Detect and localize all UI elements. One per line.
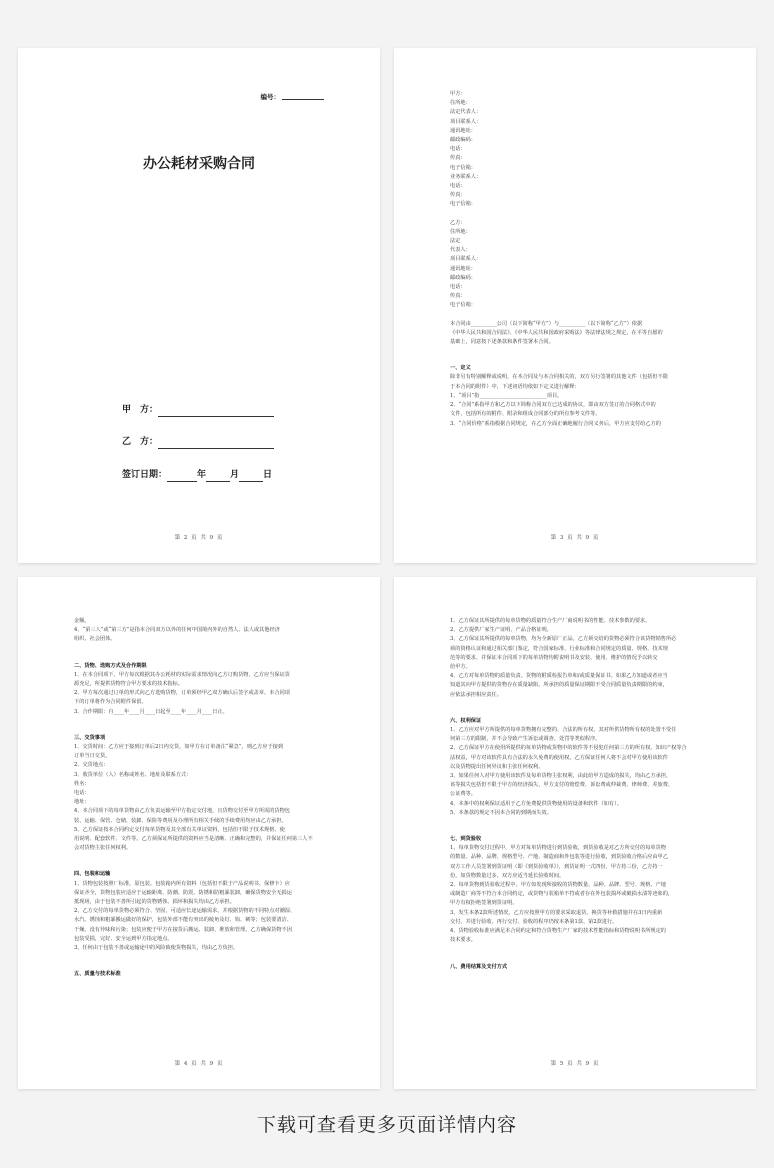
text-line: 电子信箱： [450,302,476,309]
text-line: 组织、社会团体。 [74,636,116,643]
blank-line [74,645,326,654]
text-line: 甲方： [450,91,466,97]
text-line: 5、乙方保证按本合同约定交付每单货物及其全部有关单证资料，包括但不限于技术规格、使 [74,826,285,833]
section-heading: 八、费用结算及支付方式 [450,963,508,970]
text-line: 3、任何由于包装不善或运输途中的风险致使货物损失，均由乙方负担。 [74,945,239,952]
text-line: 抵现场，由于包装不善所引起的货物锈蚀、损坏和损失均由乙方承担。 [74,899,235,906]
party-a-blank [158,406,274,417]
blank-line [74,853,326,862]
text-line: 订单当日交货。 [74,753,111,760]
text-line: 传真： [450,155,466,162]
party-a-signature: 甲 方： [122,402,274,417]
text-line: 2、乙方提供厂家生产证明、产品合格证明。 [450,627,552,634]
text-line: 2、交货地点： [74,762,109,769]
text-line: 电话： [450,284,466,291]
text-line: 乙方： [450,219,466,226]
text-line: 1、货物包装按照厂标准，原包装。包装箱内所有资料（包括但不限于产品说明书、保修卡）应 [74,880,290,887]
blank-line [450,946,702,955]
text-line: 的数量、品种、品牌、规格型号、产地、制造商和外包装等进行验收，到货验收合格后应由甲乙 [450,854,668,861]
text-line: 1、乙方保证其所提供的每单货物的质量符合生产厂商说明书的性能、技术参数的要求。 [450,618,651,624]
cover-page [18,48,380,563]
text-line: 技术要求。 [450,937,476,944]
text-line: 2、每单货物到货验收过程中，甲方如发现所接收的货物数量、品种、品牌、型号、规格、产地 [450,882,666,889]
text-line: 通讯地址： [450,127,476,134]
page-body [74,617,326,980]
text-line: 会对货物主张任何权利。 [74,845,132,852]
text-line: 文件，包括所有的附件、附录和组成合同部分的所有参考文件等。 [450,411,601,418]
text-line: 用说明、配套软件、文件等。乙方须保证所提供的资料应当是清晰、正确和完整的，并保证任何第三人不 [74,836,313,843]
text-line: 电子信箱： [450,164,476,171]
text-line: 1、乙方应对甲方所提供的每单货物拥有完整的、合法的所有权，其对所供货物所有权的处置不受任 [450,727,677,734]
party-b-signature: 乙 方： [122,434,274,449]
text-line: 除非另有特别解释或说明，在本合同及与本合同相关的，双方另行签署的其他文件（包括但不限 [450,374,668,381]
text-line: 1、每单货物交付过程中，甲方对每单货物进行到货验收，到货验收是对乙方所交付的每单货物 [450,845,666,852]
text-line: 传真： [450,293,466,300]
text-line: 电话： [74,790,90,797]
text-line: 2、乙方保证甲方在使用所提供的每单货物或货物中的软件等不侵犯任何第三方的所有权、知识产权等合 [450,745,687,752]
blank-line [450,818,702,827]
contract-page-3 [394,48,756,563]
text-line: 4、“第三人”或“第三方”是指本合同双方以外的任何中国境内外的自然人、法人或其他经济 [74,627,280,634]
text-line: 电话： [450,146,466,153]
text-line: 3、发生本条2款所述情况，乙方应按照甲方的要求采取退货、换货等补救措施并在3日内重新 [450,909,663,916]
text-line: 知道其向甲方提供的货物存在质量缺陷，所承担的质量保证期限不受合同质量负责期限的约束， [450,682,668,689]
text-line: 金额。 [74,618,90,624]
page-footer: 第 2 页 共 9 页 [174,535,224,541]
page-body [450,90,702,429]
text-line: 3、收货单位（人）名称或姓名、地址及联系方式： [74,771,192,778]
section-heading: 四、包装和运输 [74,871,111,878]
text-line: 邮政编码： [450,274,476,281]
text-line: 地址： [74,799,90,806]
contract-number: 编号： [261,92,325,101]
text-line: 3、乙方保证其所提供的每单货物，均为全新原厂正品。乙方须交给的货物必须符合该货物销售所必 [450,636,677,643]
text-line: 干燥，没有异味和污染；包装应便于甲方在接货后搬运、装卸、堆放和管理。乙方确保货物不因 [74,926,292,933]
section-heading: 七、到货验收 [450,836,482,843]
text-line: 1、在本合同项下，甲方每次根据其办公耗材的实际需求情况向乙方订购货物，乙方应当保证货 [74,671,290,678]
text-line: 2、“合同”系指甲方和乙方以下简称合同双方已达成的协议，即由双方签订的合同格式中的 [450,402,656,409]
text-line: 份。如货物数量过多，双方应适当延长验收时间。 [450,872,565,879]
text-line: 通讯地址： [450,265,476,272]
text-line: 代表人： [450,247,471,254]
text-line: 传真： [450,192,466,199]
party-b-blank [158,438,274,449]
text-line: 3、合作期限：自____年____月____日起至____年____月____日止。 [74,708,228,715]
text-line: 4、本合同项下的每单货物由乙方负责运输至甲方指定交付地，且货物交付至甲方所需的货物包 [74,808,290,815]
text-line: 何第三方的限制，并不会导致产生诉讼或调查、处罚等类似程序。 [450,736,601,743]
text-line: 保证齐全，货物包装应适应于运输距离、防潮、防震、防锈和防粗暴装卸，确保货物安全无损运 [74,889,292,896]
blank-line [74,953,326,962]
page-footer: 第 5 页 共 9 页 [550,1061,600,1067]
text-line: 范等的要求，并保证本合同项下的每单货物均附说明书及安装、使用、维护的情况予以转交 [450,654,658,661]
text-line: 法权益，甲方对该软件具有合法的永久免费的使用权，乙方保证任何人将不会对甲方使用该软件 [450,754,668,761]
text-line: 2、乙方交付的每单货物必须符合、坚固，可适应长途运输需求，并根据货物的不同特点对潮湿、 [74,908,296,915]
text-line: 装、运输、保管、仓储、装卸、保险等费用及办理所有相关手续的手续费用均应由乙方承担。 [74,817,287,824]
text-line: 本合同由__________公司（以下简称“甲方”）与__________（以下简称“乙方”）依据 [450,320,643,327]
blank-line [74,717,326,726]
text-line: 法定 [450,238,461,245]
text-line: 4、乙方对每单货物的质量负责。货物的附质检报告单和/或质量保证书。如果乙方知道或者应当 [450,673,668,680]
text-line: 基础上，同意按下述条款和条件签署本合同。 [450,339,554,346]
text-line: 3、“合同价格”系指根据合同规定，在乙方全面正确地履行合同义务后，甲方应支付给乙方的 [450,420,661,427]
text-line: 邮政编码： [450,137,476,144]
text-line: 水汽、锈蚀和粗暴搬运做好的保护，包装外部不能有突出的棱角及钉、钩、刺等；包装要清洁、 [74,917,292,924]
text-line: 1、“项目”指__________________________项目。 [450,392,563,399]
text-line: 源充足，所提供货物符合甲方要求的技术指标。 [74,681,183,688]
text-line: 包装受损，完好、安全运到甲方指定地点。 [74,935,173,942]
blank-line [450,311,702,320]
text-line: 4、货物验收标准应满足本合同约定和符合货物生产厂家的技术性能指标和货物说明书所规定的 [450,928,666,935]
page-footer: 第 4 页 共 9 页 [174,1061,224,1067]
text-line: 下的订单将作为合同附件保留。 [74,699,147,706]
text-line: 以及货物提出任何异议和主张任何权利。 [450,763,544,770]
text-line: 公证费等。 [450,791,476,798]
text-line: 住所地： [450,100,471,107]
section-heading: 五、质量与技术标准 [74,971,121,978]
download-caption: 下载可查看更多页面详情内容 [256,1114,517,1136]
text-line: 交付，并进行验收，再行交付、验收的程序仍按本条第1款、第2款进行。 [450,918,618,925]
section-heading: 三、交货事项 [74,734,106,741]
text-line: 住所地： [450,228,471,235]
text-line: 项目联系人： [450,118,482,125]
text-line: 5、本条款的规定不因本合同的到期而失效。 [450,809,552,816]
blank-line [450,700,702,709]
text-line: 2、甲方每次通过订单的形式向乙方选购货物，订单须经甲乙双方确认后签字或盖章。本合同项 [74,690,290,697]
text-line: 甲方有权拒绝签署到货证明。 [450,900,518,907]
text-line: 项目联系人： [450,256,482,263]
page-footer: 第 3 页 共 9 页 [550,535,600,541]
contract-number-blank [282,99,324,100]
text-line: 须的资格认证和通过相关部门鉴定，符合国家标准、行业标准和合同规定的质量、规格、技术规 [450,645,668,652]
text-line: 应依法承担相应责任。 [450,691,502,698]
section-heading: 二、货物、选购方式及合作期限 [74,662,147,669]
blank-line [450,210,702,219]
contract-title: 办公耗材采购合同 [143,156,255,172]
text-line: 《中华人民共和国合同法》、《中华人民共和国政府采购法》等法律法规之规定，在平等自愿的 [450,329,663,336]
section-heading: 一、定义 [450,365,471,372]
text-line: 于本合同的附件）中，下述词语均依如下定义进行解释： [450,383,580,390]
text-line: 双方工作人员签署到货证明（即《到货验收单》），到货证明一式四份，甲方持三份，乙方持一 [450,863,663,870]
page-body [450,617,702,972]
text-line: 1、交货时间：乙方应于接到订单后2日内交货，如甲方在订单备注“紧急”，则乙方应于接到 [74,744,284,751]
text-line: 电子信箱： [450,201,476,208]
blank-line [450,347,702,356]
text-line: 3、如果任何人对甲方使用该软件及每单货物主张权利，由此给甲方造成的损失，均由乙方承担， [450,773,672,780]
section-heading: 六、权利保证 [450,717,482,724]
contract-page-5 [394,577,756,1089]
text-line: 法定代表人： [450,109,482,116]
contract-page-4 [18,577,380,1089]
text-line: 电话： [450,183,466,190]
text-line: 或制造厂商等不符合本合同约定，或货物与装箱单不符或者存在外包装损坏或破损水渍等迹象的， [450,891,674,898]
text-line: 给甲方。 [450,664,471,671]
text-line: 业务联系人： [450,173,482,180]
text-line: 4、本条中的权利保证适用于乙方免费提供货物使用的设备和软件（如有）。 [450,800,622,807]
sign-date: 签订日期： 年 月 日 [122,470,273,480]
text-line: 姓名： [74,780,90,787]
text-line: 该等损失包括但不限于甲方的经济损失、甲方支付的赔偿费、诉讼费或仲裁费、律师费、差旅费、 [450,782,674,789]
